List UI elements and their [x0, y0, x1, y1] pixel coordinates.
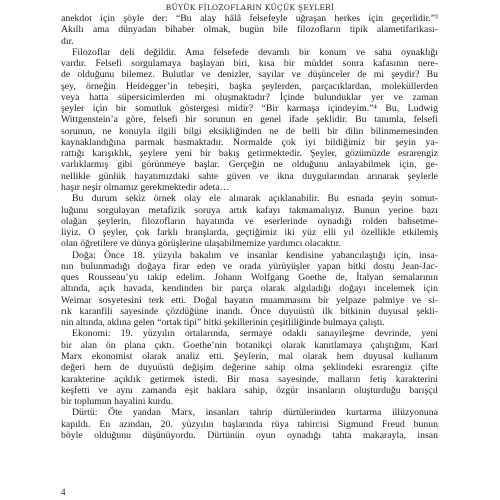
running-header: BÜYÜK FİLOZOFLARIN KÜÇÜK ŞEYLERİ [165, 3, 335, 12]
body-line: Marx ekonomist olarak analiz etti. Şeylerin, mal olarak hem duyusal kullanım [61, 350, 438, 362]
body-line: haşır neşir olmamız gerekmektedir adeta… [61, 181, 230, 193]
body-line: nellikle günlük hayatımızdaki sahte güven ve ikna duygularından arınarak şeylerle [61, 170, 438, 182]
body-line: keşfetti ve aynı zamanda eşit haklara sahip, özgür insanların oluşturduğu barışçıl [61, 384, 438, 396]
body-line: rattığı karışıklık, şeylere yeni bir bakış getirmektedir. Şeyler, gözümüzde esrarengiz [61, 148, 438, 160]
body-line: kaynaklandığına parmak basmaktadır. Normalde çok iyi bildiğimiz bir şeyin ya- [61, 136, 438, 148]
body-line: Filozoflar deli değildir. Ama felsefede devamlı bir konum ve saha oynaklığı [72, 46, 438, 58]
body-line: Bu durum sekiz örnek olay ele alınarak açıklanabilir. Bu esnada şeyin somut- [72, 193, 438, 205]
body-line: kapıldı. En azından, 20. yüzyılın başlarında rüya tabircisi Sigmund Freud bunun [61, 418, 438, 430]
body-line: bir alan ön plana çıktı. Goethe’nin botanikçi olarak kanıtlamaya çalıştığını, Karl [61, 339, 438, 351]
page-number: 4 [61, 487, 66, 497]
body-line: Weimar sosyetesini terk etti. Doğal hayatın muammasını bir yelpaze palmiye ve si- [61, 294, 438, 306]
body-line: sorunun, ne konuyla ilgili bilgi eksikliğinden ne de belli bir dilin bilinmemesinden [61, 125, 438, 137]
body-line: nin altında, aklına gelen “ortak tipi” bitki şekillerinin çeşitliliğinde bulmaya çalıştı. [61, 317, 385, 329]
body-line: ques Rousseau’yu takip edelim. Johann Wolfgang Goethe de, İtalyan semalarının [61, 272, 438, 284]
body-line: luğunu sorgulayan metafizik soruya artık kafayı takmamalıyız. Bunun yerine bazı [61, 204, 438, 216]
body-line: liyiz. O şeyler, çok farklı branşlarda, geçtiğimiz iki yüz elli yıl özellikle etkilemiş [61, 227, 438, 239]
body-line: böyle olduğunu düşünüyordu. Dürtünün oyun oynadığı tahta makarayla, insan [61, 429, 438, 441]
body-line: Dürtü: Öte yandan Marx, insanları tahrip dürtülerinden kurtarma illüzyonuna [72, 407, 438, 419]
body-line: vardır. Felsefi sorgulamaya başlayan biri, kısa bir müddet sonra kafasının nere- [61, 58, 438, 70]
body-line: dır. [61, 35, 74, 47]
body-line: anekdot için şöyle der: “Bu alay hâlâ felsefeyle uğraşan herkes için geçerlidir.”³ [61, 13, 438, 24]
body-line: şey, örneğin Heidegger’in tebeşiri, başka şeylerden, parçacıklardan, moleküllerden [61, 80, 438, 92]
body-line: Doğa: Önce 18. yüzyıla bakalım ve insanlar kendisine yabancılaştığı için, insa- [72, 249, 438, 261]
body-line: değeri hem de duyuüstü değişim değerine sahip olma şeklindeki esrarengiz çifte [61, 362, 438, 374]
body-line: veya hatta süpersicimlerden mi oluşmaktadır? İçinde bulunduklar yer ve zaman [61, 91, 438, 103]
body-line: Ekonomi: 19. yüzyılın ortalarında, sermaye odaklı sanayileşme devrinde, yeni [72, 328, 438, 340]
body-line: olan öğretilere ve dünya görüşlerine ulaşabilmemize yardımcı olacaktır. [61, 238, 341, 250]
body-line: karakterine açıklık getirmek istedi. Bir masa sayesinde, malların fetiş karakterini [61, 373, 438, 385]
body-line: olağan şeylerin, filozofların hayatında ve eserlerinde oynadığı rolden bahsetme- [61, 215, 438, 227]
body-line: varlıklarmış gibi görünmeye başlar. Gerçeğin ne olduğunu anlayabilmek için, ge- [61, 159, 438, 171]
body-line: rık karanfili sayesinde çözdüğüne inandı. Önce duyuüstü ilk bitkinin duyusal şekli- [61, 305, 438, 317]
body-text [61, 13, 438, 441]
body-line: de olduğunu bilemez. Bulutlar ve denizler, sayılar ve düşünceler de mi şeydir? Bu [61, 69, 438, 81]
body-line: Wittgenstein’a göre, felsefi bir sorunun en genel ifade şeklidir. Bu tanımla, felsefi [61, 114, 438, 126]
body-line: altında, açık havada, kendinden bir parça olarak algıladığı doğayı incelemek için [61, 283, 438, 295]
body-line: Akıllı ama dünyadan bihaber olmak, bugün bile filozofların tipik alametifarikası- [61, 24, 438, 36]
body-line: bir toplumun hayalini kurdu. [61, 396, 174, 408]
body-line: nın bulunmadığı doğaya firar eden ve orada yürüyüşler yapan bitki dostu Jean-Jac- [61, 260, 438, 272]
body-line: şeyler için bir somutluk göstergesi midir? “Bir karmaşa içindeyim.”⁴ Bu, Ludwig [61, 103, 438, 115]
